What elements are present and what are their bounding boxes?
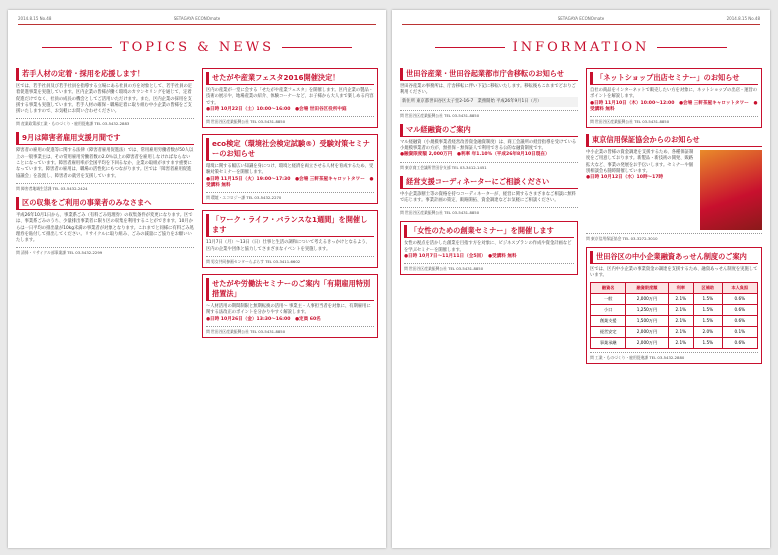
article-contact: 問 清掃・リサイクル部事業課 TEL 03-5432-2299 [16,247,194,255]
right-header-magazine: SETAGAYA ECONOmate [557,16,605,21]
left-header-magazine: SETAGAYA ECONOmate [173,16,221,21]
table-header: 融資名 [591,282,626,293]
table-cell: 2,000万円 [626,337,668,348]
article [16,132,194,190]
table-cell: 1,500万円 [626,315,668,326]
article [586,134,762,241]
table-row [591,337,758,348]
article [202,274,378,338]
table-cell: 1.5% [694,337,723,348]
article [400,124,578,170]
article [400,68,578,118]
loan-table-header-row [591,282,758,293]
article [202,134,378,204]
article-contact: 問 世田谷区産業振興公社 TEL 03-5431-8850 [404,263,574,271]
article-contact: 問 工業・ものづくり・雇用促進課 TEL 03-5432-2880 [590,352,758,360]
article-body: 11月7日（月）〜13日（日）仕事と生活の調和について考えるきっかけとなるよう、区内の企業や団体と協力してさまざまなイベントを実施します。 [206,240,370,252]
article-contact: 問 産業政策部工業・ものづくり・雇用促進課 TEL 03-5432-2883 [16,118,194,126]
article-body: 障害者の雇用の促進等に関する法律（障害者雇用促進法）では、常用雇用労働者数が50人以上の一般事業主は、その常用雇用労働者数の2.0％以上の障害者を雇用しなければならないことになっています。障害者雇用率が全国平均を下回るなか、企業の取組がますます重要になっています。障害者の雇用は、職場の活性化にもつながります。区では「障害者雇用促進協議会」を設置し、障害者の就労を支援しています。 [16,148,194,179]
article-details: ●日時 11月15日（火）19:00〜17:30 ●会場 三軒茶屋キャロットタワー ●受講料 無料 [206,176,374,189]
article-details: ●日時 10月12日（水）10時〜17時 [586,175,664,181]
article-heading: 経営支援コーディネーターにご相談ください [400,176,578,189]
left-title-text: TOPICS & NEWS [119,40,275,55]
article [400,176,578,216]
table-cell: 経営安定 [591,326,626,337]
event-poster-image [700,150,762,230]
article-body: 中小企業診断士等の資格を持つコーディネーターが、経営に関するさまざまなご相談に無料で応じます。事業計画の策定、販路開拓、資金調達などお気軽にご相談ください。 [400,191,576,204]
article [202,210,378,268]
article-heading: 区の収集をご利用の事業者のみなさまへ [16,197,194,210]
article-heading: せたがや労働法セミナーのご案内「有期雇用特別措置法」 [206,278,374,301]
table-cell: 2.1% [668,293,693,304]
article [16,68,194,126]
left-page-header [18,16,376,25]
table-row [591,326,758,337]
title-rule [657,47,727,48]
table-cell: 2.0% [694,326,723,337]
article-heading: 「ネットショップ出店セミナー」のお知らせ [590,72,758,85]
article [16,197,194,255]
right-page [392,10,770,548]
right-title-text: INFORMATION [512,40,650,55]
article-contact: 問 世田谷区産業振興公社 TEL 03-5431-8850 [590,116,758,124]
right-column-2 [586,68,762,540]
table-row [591,315,758,326]
article-contact: 問 世田谷区産業振興公社 TEL 03-5431-8850 [206,326,374,334]
table-cell: 事業承継 [591,337,626,348]
table-header: 本人負担 [722,282,757,293]
table-row [591,293,758,304]
article-heading: eco検定（環境社会検定試験®）受験対策セミナーのお知らせ [206,138,374,161]
table-cell: 0.6% [722,304,757,315]
table-cell: 2.1% [668,326,693,337]
right-section-title [392,40,770,55]
article-heading: 世田谷産業・世田谷起業都市庁舎移転のお知らせ [400,68,578,81]
table-cell: 2.1% [668,337,693,348]
article-heading: 東京信用保証協会からのお知らせ [586,134,762,147]
article-heading: 9月は障害者雇用支援月間です [16,132,194,145]
article [400,221,578,275]
table-header: 融資限度額 [626,282,668,293]
article-body: 世田谷産業の事務所は、庁舎移転に伴い下記に移転いたします。移転後もこれまでどおりご利用ください。 [400,84,576,96]
article-contact: 問 障害者地域生活課 TEL 03-5432-2424 [16,183,194,191]
table-cell: 2.1% [668,315,693,326]
left-header-issue: 2014.8.15 No.48 [18,16,52,21]
article-details: ●日時 10月7日〜11月11日（全5回） ●受講料 無料 [404,253,517,259]
article-contact: 問 世田谷区産業振興公社 TEL 03-5431-8850 [400,207,578,215]
table-row [591,304,758,315]
article-heading: 「女性のための創業セミナー」を開催します [404,225,574,238]
title-rule [282,47,352,48]
article-heading: 「ワーク・ライフ・バランスな1週間」を開催します [206,214,374,237]
article-body: 環境に関する幅広い知識を身につけ、環境と経済を両立させる人材を育成するため、受験対策セミナーを開催します。 [206,164,374,176]
table-cell: 2,000万円 [626,293,668,304]
table-cell: 小口 [591,304,626,315]
right-header-issue: 2014.8.15 No.48 [726,16,760,21]
article-body: マル経融資（小規模事業者経営改善資金融資制度）は、商工会議所の経営指導を受けている小規模事業者の方が、無担保・無保証人で利用できる公的な融資制度です。 [400,139,577,152]
article-details: ●日時 10月22日（土）10:00〜16:00 ●会場 世田谷区役所中庭 [206,106,347,112]
article-body: 女性の視点を活かした創業を目指す方を対象に、ビジネスプランの作成や資金計画などを学ぶセミナーを開催します。 [404,241,572,253]
article-details: ●日時 10月26日（金）13:30〜16:00 ●定員 60名 [206,316,321,322]
title-rule [42,47,112,48]
article-details: 新住所 東京都世田谷区太子堂2-16-7 業務開始 平成26年9月1日（月） [400,97,578,107]
right-page-header [402,16,760,25]
left-column-2 [202,68,378,540]
table-cell: 1.5% [694,315,723,326]
left-page [8,10,386,548]
table-cell: 1.5% [694,304,723,315]
title-rule [435,47,505,48]
table-header: 区補助 [694,282,723,293]
article-contact: 問 世田谷区産業振興公社 TEL 03-5431-8850 [400,110,578,118]
article [586,247,762,364]
table-cell: 0.1% [722,326,757,337]
table-cell: 0.6% [722,337,757,348]
article-details: ●融資限度額 2,000万円 ●利率 年1.10%（平成26年8月10日現在） [400,152,550,158]
table-cell: 0.6% [722,315,757,326]
article-body: 〜人材活用の期間制限と無期転換の活用〜 事業主・人事担当者を対象に、有期雇用に関する法改正のポイントを分かりやすく解説します。 [206,303,371,316]
article-contact: 問 世田谷区産業振興公社 TEL 03-5431-8850 [206,116,374,124]
article-contact: 問 東京商工会議所世田谷支部 TEL 03-3412-1451 [400,162,578,170]
left-column-1 [16,68,194,540]
table-cell: 1.5% [694,293,723,304]
article-heading: 世田谷区の中小企業融資あっせん制度のご案内 [590,251,758,264]
article-body: 区内の産業が一堂に会する「せたがや産業フェスタ」を開催します。区内企業の製品・技術の展示や、地場産業の紹介、体験コーナーなど、お子様から大人まで楽しめる内容です。 [206,88,374,106]
article-body: 区では、若手社員及び若手社員を指導する立場にある社員の方を対象として、若手社員の定着促進事業を実施しています。区内企業の皆様が働く環境のカウンセリングを通じて、定着促進だけでなく、社員の成長の機会としてご活用いただけます。また、区内企業の採用を支援する事業も実施しています。若手人材の確保・職場定着に取り組む中小企業の皆様をご支援いたしますので、お気軽にお問い合わせください。 [16,84,193,115]
table-cell: 2.1% [668,304,693,315]
table-cell: 0.6% [722,293,757,304]
article-heading: せたがや産業フェスタ2016開催決定！ [206,72,374,85]
article [586,68,762,128]
table-cell: 一般 [591,293,626,304]
article-body: 中小企業の皆様の資金調達を支援するため、各種保証制度をご用意しております。新製品・新技術の開発、販路拡大など、事業の発展をお手伝いします。セミナーや個別相談会も随時開催しています。 [586,150,694,175]
article-body: 区では、区内中小企業の事業資金の調達を支援するため、融資あっせん制度を実施しています。 [590,267,758,279]
table-cell: 1,250万円 [626,304,668,315]
article-details: ●日時 11月10日（木）10:00〜12:00 ●会場 三軒茶屋キャロットタワー ●受講料 無料 [590,100,758,112]
table-cell: 2,000万円 [626,326,668,337]
article-heading: マル経融資のご案内 [400,124,578,137]
loan-table [590,282,758,349]
article-body: 自社の商品をインターネットで販売したい方を対象に、ネットショップの出店・運営のポイントを解説します。 [590,88,758,100]
article-body: 平成26年10月1日から、事業系ごみ（有料ごみ処理券）の収集条件が変更になります。区では、事業系ごみのうち、少量排出事業者に限り区の収集を利用することができます。10月からは一日平均の排出量が10kg未満の事業者が対象となります。これまでと同様に有料ごみ処理券を貼付して排出してください。リサイクルに取り組み、ごみの減量にご協力をお願いいたします。 [16,212,194,244]
right-column-1 [400,68,578,540]
article-contact: 問 男女共同参画センターらぷらす TEL 03-3411-6602 [206,256,374,264]
article [202,68,378,128]
article-heading: 若手人材の定着・採用を応援します！ [16,68,194,81]
table-cell: 創業支援 [591,315,626,326]
left-section-title [8,40,386,55]
article-contact: 問 環境・エコロジー課 TEL 03-5432-2270 [206,192,374,200]
table-header: 利率 [668,282,693,293]
article-contact: 問 東京信用保証協会 TEL 03-3272-3010 [586,233,762,241]
